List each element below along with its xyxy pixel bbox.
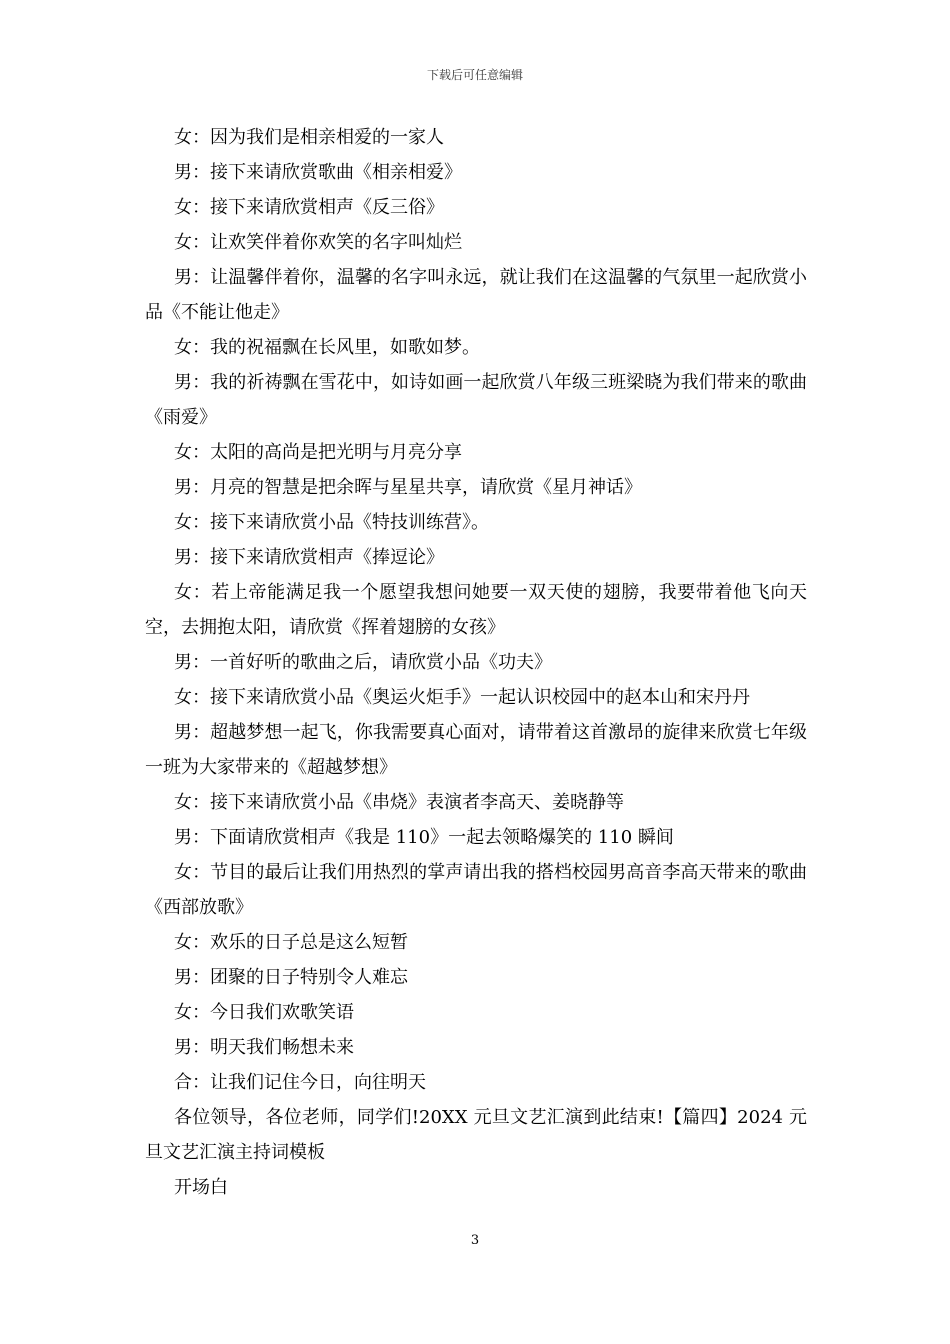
paragraph: 女：接下来请欣赏相声《反三俗》 — [174, 197, 444, 218]
paragraph: 女：接下来请欣赏小品《特技训练营》。 — [174, 512, 489, 533]
paragraph: 各位领导，各位老师，同学们!20XX 元旦文艺汇演到此结束!【篇四】2024 元旦文艺汇演主持词模板 — [145, 1107, 807, 1163]
paragraph: 女：太阳的高尚是把光明与月亮分享 — [174, 442, 462, 463]
page-header-note: 下载后可任意编辑 — [426, 68, 523, 82]
document-body — [145, 120, 807, 1205]
paragraph: 男：让温馨伴着你，温馨的名字叫永远，就让我们在这温馨的气氛里一起欣赏小品《不能让他走》 — [145, 267, 807, 323]
paragraph: 男：团聚的日子特别令人难忘 — [174, 967, 408, 988]
paragraph: 女：接下来请欣赏小品《奥运火炬手》一起认识校园中的赵本山和宋丹丹 — [174, 687, 750, 708]
paragraph: 女：因为我们是相亲相爱的一家人 — [174, 127, 444, 148]
paragraph: 女：欢乐的日子总是这么短暂 — [174, 932, 408, 953]
paragraph: 男：一首好听的歌曲之后，请欣赏小品《功夫》 — [174, 652, 552, 673]
paragraph: 女：接下来请欣赏小品《串烧》表演者李高天、姜晓静等 — [174, 792, 624, 813]
paragraph: 男：明天我们畅想未来 — [174, 1037, 354, 1058]
paragraph: 合：让我们记住今日，向往明天 — [174, 1072, 426, 1093]
paragraph: 男：接下来请欣赏相声《捧逗论》 — [174, 547, 444, 568]
paragraph: 女：今日我们欢歌笑语 — [174, 1002, 354, 1023]
paragraph: 男：接下来请欣赏歌曲《相亲相爱》 — [174, 162, 462, 183]
paragraph: 女：若上帝能满足我一个愿望我想问她要一双天使的翅膀，我要带着他飞向天空，去拥抱太阳，请欣赏《挥着翅膀的女孩》 — [145, 582, 807, 638]
paragraph: 女：我的祝福飘在长风里，如歌如梦。 — [174, 337, 480, 358]
paragraph: 男：下面请欣赏相声《我是 110》一起去领略爆笑的 110 瞬间 — [174, 827, 674, 848]
page-number: 3 — [470, 1233, 480, 1248]
paragraph: 开场白 — [174, 1177, 228, 1198]
paragraph: 女：让欢笑伴着你欢笑的名字叫灿烂 — [174, 232, 462, 253]
paragraph: 男：我的祈祷飘在雪花中，如诗如画一起欣赏八年级三班梁晓为我们带来的歌曲《雨爱》 — [145, 372, 807, 428]
paragraph: 男：月亮的智慧是把余晖与星星共享，请欣赏《星月神话》 — [174, 477, 642, 498]
paragraph: 男：超越梦想一起飞，你我需要真心面对，请带着这首激昂的旋律来欣赏七年级一班为大家带来的《超越梦想》 — [145, 722, 807, 778]
paragraph: 女：节目的最后让我们用热烈的掌声请出我的搭档校园男高音李高天带来的歌曲《西部放歌》 — [145, 862, 807, 918]
